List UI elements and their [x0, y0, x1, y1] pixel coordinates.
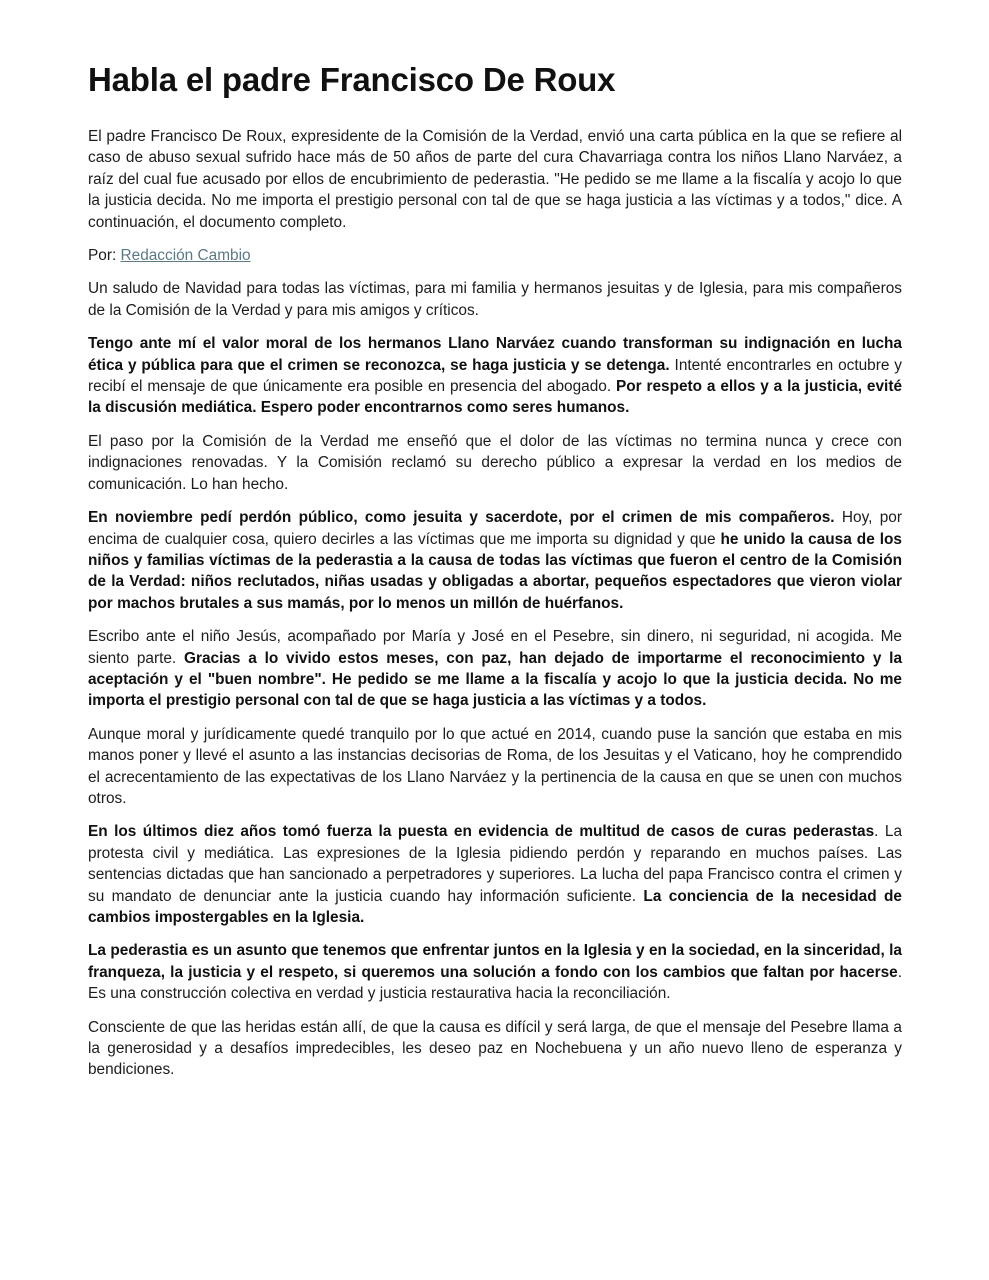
- author-link[interactable]: Redacción Cambio: [120, 247, 251, 265]
- text-run: Un saludo de Navidad para todas las víctimas, para mi familia y hermanos jesuitas y de Iglesia, para mis compañeros de la Comisión de la Verdad y para mis amigos y críticos.: [88, 280, 902, 319]
- text-run-bold: Tengo ante mí el valor moral de los hermanos Llano Narváez cuando transforman su indignación en lucha ética y pública para que el crimen se reconozca, se haga justicia y se detenga.: [88, 335, 902, 374]
- body-paragraph: [88, 431, 902, 495]
- text-run-bold: La conciencia de la necesidad de cambios impostergables en la Iglesia.: [88, 887, 902, 926]
- byline-label: Por:: [88, 247, 117, 265]
- text-run: . La protesta civil y mediática. Las expresiones de la Iglesia pidiendo perdón y reparando en muchos países. Las sentencias dictadas que han sancionado a perpetradores y superiores. La lucha del papa Francisco contra el crimen y su mandato de denunciar ante la justicia cuando hay información suficiente.: [88, 823, 902, 905]
- body-paragraph: [88, 821, 902, 928]
- text-run-bold: En los últimos diez años tomó fuerza la puesta en evidencia de multitud de casos de curas pederastas: [88, 823, 875, 841]
- text-run: Escribo ante el niño Jesús, acompañado por María y José en el Pesebre, sin dinero, ni seguridad, ni acogida. Me siento parte.: [88, 628, 902, 667]
- body-paragraph: [88, 724, 902, 810]
- article-body: [88, 278, 902, 1080]
- text-run-bold: he unido la causa de los niños y familias víctimas de la pederastia a la causa de todas las víctimas que fueron el centro de la Comisión de la Verdad: niños reclutados, niñas usadas y obligadas a abortar, pequeños espectadores que vieron violar por machos brutales a sus mamás, por lo menos un millón de huérfanos.: [88, 530, 902, 612]
- text-run: Hoy, por encima de cualquier cosa, quiero decirles a las víctimas que me importa su dignidad y que: [88, 509, 902, 548]
- body-paragraph: [88, 507, 902, 614]
- article-intro: El padre Francisco De Roux, expresidente de la Comisión de la Verdad, envió una carta pública en la que se refiere al caso de abuso sexual sufrido hace más de 50 años de parte del cura Chavarriaga contra los niños Llano Narváez, a raíz del cual fue acusado por ellos de encubrimiento de pederastia. "He pedido se me llame a la fiscalía y acojo lo que la justicia decida. No me importa el prestigio personal con tal de que se haga justicia a las víctimas y a todos," dice. A continuación, el documento completo.: [88, 128, 902, 231]
- body-paragraph: [88, 333, 902, 419]
- text-run-bold: Por respeto a ellos y a la justicia, evité la discusión mediática. Espero poder encontrarnos como seres humanos.: [88, 378, 902, 417]
- text-run: . Es una construcción colectiva en verdad y justicia restaurativa hacia la reconciliación.: [88, 963, 902, 1003]
- text-run: El paso por la Comisión de la Verdad me enseñó que el dolor de las víctimas no termina nunca y crece con indignaciones renovadas. Y la Comisión reclamó su derecho público a expresar la verdad en los medios de comunicación. Lo han hecho.: [88, 432, 902, 493]
- document-page: [88, 56, 902, 1093]
- article-title: Habla el padre Francisco De Roux: [88, 61, 616, 98]
- text-run: Aunque moral y jurídicamente quedé tranquilo por lo que actué en 2014, cuando puse la sanción que estaba en mis manos poner y llevé el asunto a las instancias decisorias de Roma, de los Jesuitas y el Vaticano, hoy he comprendido el acrecentamiento de las expectativas de los Llano Narváez y la pertinencia de la causa en que se unen con muchos otros.: [88, 725, 902, 807]
- byline: [88, 245, 902, 266]
- text-run-bold: Gracias a lo vivido estos meses, con paz, han dejado de importarme el reconocimiento y la aceptación y el "buen nombre". He pedido se me llame a la fiscalía y acojo lo que la justicia decida. No me importa el prestigio personal con tal de que se haga justicia a las víctimas y a todos.: [88, 649, 902, 710]
- body-paragraph: [88, 1017, 902, 1081]
- text-run-bold: La pederastia es un asunto que tenemos que enfrentar juntos en la Iglesia y en la sociedad, en la sinceridad, la franqueza, la justicia y el respeto, si queremos una solución a fondo con los cambios que faltan por hacerse: [88, 942, 902, 981]
- body-paragraph: [88, 626, 902, 712]
- text-run: Consciente de que las heridas están allí, de que la causa es difícil y será larga, de que el mensaje del Pesebre llama a la generosidad y a desafíos impredecibles, les deseo paz en Nochebuena y un año nuevo lleno de esperanza y bendiciones.: [88, 1018, 902, 1079]
- text-run: Intenté encontrarles en octubre y recibí el mensaje de que únicamente era posible en presencia del abogado.: [88, 356, 902, 396]
- body-paragraph: [88, 278, 902, 321]
- body-paragraph: [88, 940, 902, 1004]
- text-run-bold: En noviembre pedí perdón público, como jesuita y sacerdote, por el crimen de mis compañeros.: [88, 509, 835, 527]
